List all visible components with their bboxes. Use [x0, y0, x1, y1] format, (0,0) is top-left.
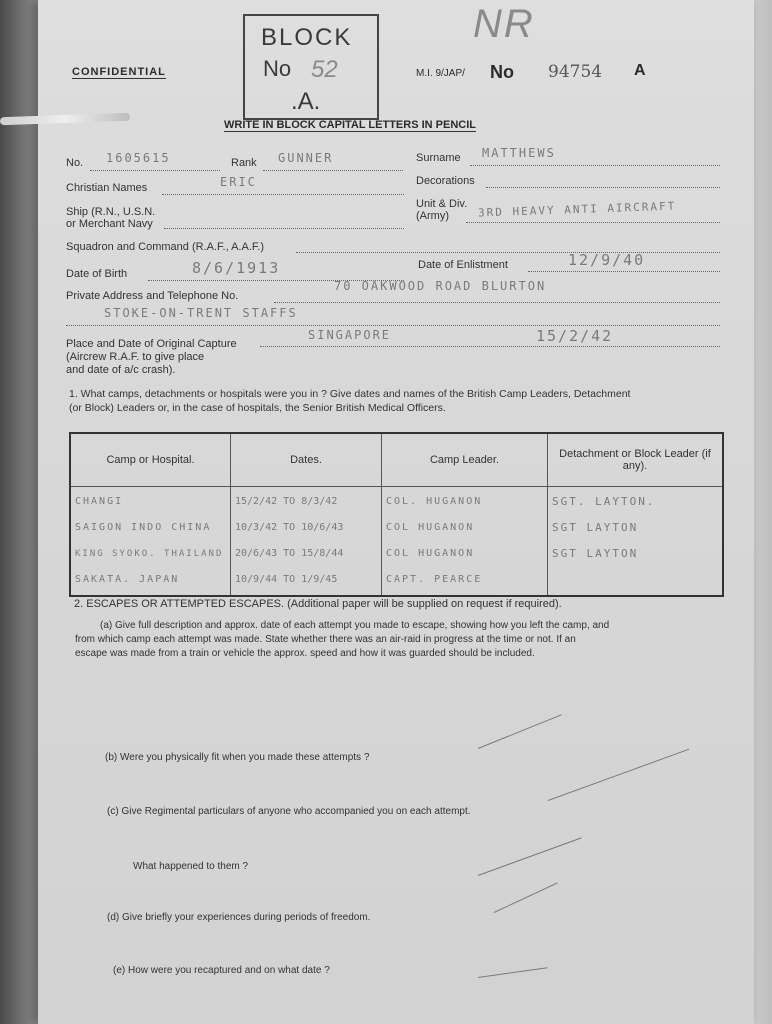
section1-question-line1: 1. What camps, detachments or hospitals were you in ? Give dates and names of the British Camp Leaders, Detachment [69, 388, 631, 400]
section2-c-sub: What happened to them ? [133, 861, 249, 872]
address-label: Private Address and Telephone No. [66, 290, 239, 302]
section2-a-line1: (a) Give full description and approx. date of each attempt you made to escape, showing how you left the camp, and [100, 620, 610, 631]
section2-b: (b) Were you physically fit when you made these attempts ? [105, 752, 370, 763]
camps-table-header [70, 433, 723, 487]
ref-number: 94754 [548, 62, 603, 82]
capture-date: 15/2/42 [536, 327, 614, 345]
section2-d: (d) Give briefly your experiences during periods of freedom. [107, 912, 371, 923]
leader-column [382, 487, 548, 597]
decorations-line [486, 187, 720, 188]
section2-e: (e) How were you recaptured and on what date ? [113, 965, 330, 976]
strike-mark [478, 837, 582, 876]
ship-label-2: or Merchant Navy [66, 218, 153, 230]
dob-label: Date of Birth [66, 268, 128, 280]
stamp-letter: .A. [291, 88, 321, 115]
strike-mark [478, 967, 547, 978]
section2-title: 2. ESCAPES OR ATTEMPTED ESCAPES. (Additional paper will be supplied on request if required). [74, 598, 562, 610]
instruction-heading: WRITE IN BLOCK CAPITAL LETTERS IN PENCIL [224, 119, 476, 131]
stamp-no-text: No [263, 56, 292, 81]
detachment-cell: SGT LAYTON [552, 521, 639, 534]
unit-line [466, 222, 720, 223]
section2-a-line2: from which camp each attempt was made. State whether there was an air-raid in progress at the time or not. If an [75, 634, 576, 645]
dates-cell: 15/2/42 TO 8/3/42 [235, 496, 338, 507]
stamp-block-text: BLOCK [261, 24, 353, 51]
header-dates: Dates. [231, 433, 382, 487]
enlist-line [528, 271, 720, 272]
rank-line [263, 170, 403, 171]
dates-cell: 10/3/42 TO 10/6/43 [235, 522, 344, 533]
camp-cell: KING SYOKO. THAILAND [75, 549, 224, 559]
christian-value: ERIC [220, 175, 257, 189]
surname-line [470, 165, 720, 166]
section2-a-line3: escape was made from a train or vehicle the approx. speed and how it was guarded should be included. [75, 648, 535, 659]
camp-column [70, 487, 231, 597]
camp-cell: SAIGON INDO CHINA [75, 522, 212, 533]
form-page [38, 0, 754, 1024]
dates-cell: 20/6/43 TO 15/8/44 [235, 548, 344, 559]
capture-label-3: and date of a/c crash). [66, 364, 176, 376]
enlist-label: Date of Enlistment [418, 259, 508, 271]
stamp-number: 52 [311, 56, 338, 83]
ship-label-1: Ship (R.N., U.S.N. [66, 206, 156, 218]
no-line [90, 170, 220, 171]
address-line-2 [66, 325, 720, 326]
address-line-1 [274, 302, 720, 303]
ship-line [164, 228, 404, 229]
squadron-line [296, 252, 720, 253]
detachment-column [548, 487, 724, 597]
no-label: No. [66, 157, 84, 169]
unit-label-1: Unit & Div. [416, 198, 468, 210]
block-stamp [243, 14, 379, 120]
leader-cell: COL HUGANON [386, 548, 475, 559]
rank-value: GUNNER [278, 151, 334, 165]
christian-line [162, 194, 404, 195]
christian-label: Christian Names [66, 182, 148, 194]
address-value-2: STOKE-ON-TRENT STAFFS [104, 306, 298, 320]
capture-line [260, 346, 720, 347]
address-value-1: 70 OAKWOOD ROAD BLURTON [334, 279, 547, 293]
enlist-value: 12/9/40 [568, 251, 646, 269]
surname-label: Surname [416, 152, 461, 164]
camps-table [69, 432, 724, 597]
detachment-cell [552, 567, 718, 593]
handwritten-nr-mark: NR [473, 2, 535, 46]
header-detachment: Detachment or Block Leader (if any). [548, 433, 724, 487]
strike-mark [548, 749, 689, 801]
surname-value: MATTHEWS [482, 146, 556, 160]
classification-label: CONFIDENTIAL [72, 66, 166, 78]
ref-suffix: A [634, 62, 646, 79]
capture-label-2: (Aircrew R.A.F. to give place [66, 351, 205, 363]
capture-place: SINGAPORE [308, 328, 392, 342]
dates-cell: 10/9/44 TO 1/9/45 [235, 574, 338, 585]
unit-value: 3RD HEAVY ANTI AIRCRAFT [477, 199, 677, 220]
camp-cell: CHANGI [75, 496, 124, 507]
section2-c: (c) Give Regimental particulars of anyone who accompanied you on each attempt. [107, 806, 471, 817]
decorations-label: Decorations [416, 175, 475, 187]
unit-label-2: (Army) [416, 210, 449, 222]
camp-cell: SAKATA. JAPAN [75, 574, 180, 585]
leader-cell: CAPT. PEARCE [386, 574, 483, 585]
detachment-cell: SGT LAYTON [552, 547, 639, 560]
dates-column [231, 487, 382, 597]
section1-question-line2: (or Block) Leaders or, in the case of hospitals, the Senior British Medical Officers. [69, 402, 446, 414]
strike-mark [478, 714, 562, 749]
leader-cell: COL HUGANON [386, 522, 475, 533]
camps-table-body [70, 487, 723, 597]
ref-label: M.I. 9/JAP/ [416, 68, 465, 79]
leader-cell: COL. HUGANON [386, 496, 483, 507]
strike-mark [494, 882, 558, 912]
ref-no-label: No [490, 62, 514, 82]
capture-label-1: Place and Date of Original Capture [66, 338, 237, 350]
rank-label: Rank [231, 157, 257, 169]
no-value: 1605615 [106, 151, 171, 165]
dob-value: 8/6/1913 [192, 259, 281, 277]
header-camp-leader: Camp Leader. [382, 433, 548, 487]
header-camp: Camp or Hospital. [70, 433, 231, 487]
detachment-cell: SGT. LAYTON. [552, 495, 656, 508]
squadron-label: Squadron and Command (R.A.F., A.A.F.) [66, 241, 265, 253]
